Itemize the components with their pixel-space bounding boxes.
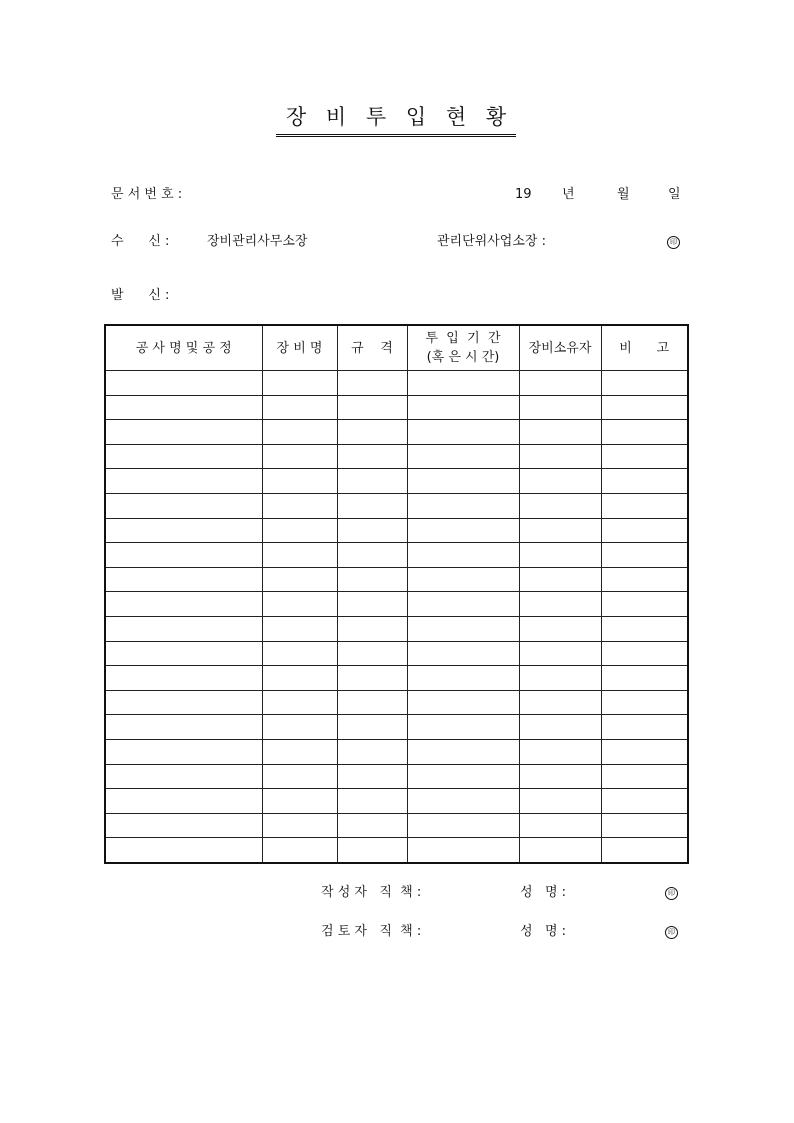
table-cell[interactable] [407,616,519,641]
table-cell[interactable] [262,838,337,863]
table-cell[interactable] [519,813,601,838]
table-cell[interactable] [407,518,519,543]
title-char: 비 [316,104,356,137]
date-month-unit: 월 [617,187,630,202]
table-cell[interactable] [407,813,519,838]
table-cell[interactable] [262,371,337,396]
table-cell[interactable] [337,493,407,518]
table-cell[interactable] [105,641,262,666]
table-cell[interactable] [262,666,337,691]
table-row [105,420,688,445]
table-row [105,739,688,764]
table-cell[interactable] [262,444,337,469]
table-cell[interactable] [337,395,407,420]
table-cell[interactable] [519,395,601,420]
table-cell[interactable] [601,838,688,863]
table-cell[interactable] [601,715,688,740]
table-cell[interactable] [601,469,688,494]
table-cell[interactable] [105,567,262,592]
table-cell[interactable] [519,518,601,543]
table-cell[interactable] [262,739,337,764]
table-cell[interactable] [519,641,601,666]
table-cell[interactable] [601,592,688,617]
doc-number-label: 문 서 번 호 : [111,187,183,202]
table-cell[interactable] [601,641,688,666]
table-cell[interactable] [407,420,519,445]
unit-manager-label: 관리단위사업소장 : [437,234,546,249]
table-cell[interactable] [407,715,519,740]
table-cell[interactable] [337,690,407,715]
table-row [105,838,688,863]
table-cell[interactable] [407,543,519,568]
table-cell[interactable] [519,616,601,641]
table-cell[interactable] [519,420,601,445]
table-cell[interactable] [407,371,519,396]
table-cell[interactable] [519,764,601,789]
table-cell[interactable] [337,444,407,469]
table-cell[interactable] [601,666,688,691]
table-row [105,444,688,469]
writer-seal-icon: 印 [665,887,678,900]
table-cell[interactable] [337,666,407,691]
title-char: 황 [476,104,516,137]
writer-label: 작 성 자 직 책 : [321,885,422,900]
table-cell[interactable] [337,739,407,764]
date-year: 19 [515,187,532,202]
table-cell[interactable] [262,493,337,518]
table-cell[interactable] [105,666,262,691]
table-cell[interactable] [601,543,688,568]
table-cell[interactable] [262,690,337,715]
table-cell[interactable] [601,567,688,592]
table-cell[interactable] [105,838,262,863]
table-cell[interactable] [337,641,407,666]
table-cell[interactable] [601,395,688,420]
table-cell[interactable] [407,739,519,764]
table-row [105,813,688,838]
table-cell[interactable] [337,616,407,641]
table-cell[interactable] [407,469,519,494]
table-row [105,493,688,518]
table-row [105,543,688,568]
table-cell[interactable] [337,567,407,592]
table-row [105,666,688,691]
table-row [105,371,688,396]
table-cell[interactable] [105,789,262,814]
table-cell[interactable] [337,592,407,617]
title-char: 투 [356,104,396,137]
table-cell[interactable] [105,543,262,568]
table-cell[interactable] [105,395,262,420]
date-year-unit: 년 [562,187,575,202]
table-cell[interactable] [519,371,601,396]
table-cell[interactable] [105,690,262,715]
table-cell[interactable] [519,592,601,617]
title-char: 현 [436,104,476,137]
table-row [105,764,688,789]
table-cell[interactable] [262,420,337,445]
table-cell[interactable] [262,469,337,494]
table-cell[interactable] [337,420,407,445]
table-cell[interactable] [601,764,688,789]
table-cell[interactable] [601,493,688,518]
column-header: 투 입 기 간 (혹 은 시 간) [407,325,519,371]
table-cell[interactable] [519,715,601,740]
table-cell[interactable] [105,813,262,838]
column-header: 비 고 [601,325,688,371]
table-cell[interactable] [601,444,688,469]
table-cell[interactable] [407,838,519,863]
table-cell[interactable] [262,789,337,814]
table-cell[interactable] [601,690,688,715]
table-cell[interactable] [407,666,519,691]
table-cell[interactable] [262,395,337,420]
table-cell[interactable] [337,469,407,494]
table-cell[interactable] [105,420,262,445]
column-header: 장비소유자 [519,325,601,371]
column-header: 규 격 [337,325,407,371]
table-cell[interactable] [337,813,407,838]
table-cell[interactable] [519,543,601,568]
table-cell[interactable] [262,592,337,617]
table-cell[interactable] [407,789,519,814]
reviewer-label: 검 토 자 직 책 : [321,924,422,939]
table-cell[interactable] [519,838,601,863]
table-cell[interactable] [407,395,519,420]
table-header-row [105,325,688,371]
date-day-unit: 일 [668,187,681,202]
title-char: 장 [276,104,316,137]
table-cell[interactable] [601,789,688,814]
table-body [105,371,688,863]
table-cell[interactable] [601,420,688,445]
table-row [105,518,688,543]
table-cell[interactable] [519,469,601,494]
table-row [105,469,688,494]
table-cell[interactable] [105,371,262,396]
table-cell[interactable] [601,739,688,764]
table-cell[interactable] [519,444,601,469]
table-cell[interactable] [105,469,262,494]
table-cell[interactable] [105,493,262,518]
table-row [105,395,688,420]
table-cell[interactable] [519,493,601,518]
writer-name-label: 성 명 : [520,885,567,900]
table-row [105,789,688,814]
table-cell[interactable] [105,739,262,764]
table-cell[interactable] [105,444,262,469]
table-cell[interactable] [519,666,601,691]
table-cell[interactable] [601,518,688,543]
table-cell[interactable] [519,690,601,715]
table-cell[interactable] [407,690,519,715]
table-row [105,592,688,617]
table-cell[interactable] [337,543,407,568]
reviewer-name-label: 성 명 : [520,924,567,939]
table-cell[interactable] [519,567,601,592]
sender-label: 발 신 : [111,288,170,303]
table-cell[interactable] [262,616,337,641]
table-row [105,715,688,740]
recipient-value: 장비관리사무소장 [207,234,308,249]
table-cell[interactable] [601,371,688,396]
table-cell[interactable] [407,764,519,789]
table-cell[interactable] [601,813,688,838]
equipment-table [104,324,689,864]
table-cell[interactable] [262,567,337,592]
title-char: 입 [396,104,436,137]
seal-icon: 印 [667,236,680,249]
table-cell[interactable] [337,518,407,543]
table-row [105,616,688,641]
table-cell[interactable] [407,444,519,469]
table-cell[interactable] [519,789,601,814]
recipient-label: 수 신 : [111,234,170,249]
table-cell[interactable] [407,592,519,617]
table-cell[interactable] [262,543,337,568]
table-cell[interactable] [262,813,337,838]
column-header: 장 비 명 [262,325,337,371]
table-cell[interactable] [262,641,337,666]
table-cell[interactable] [262,518,337,543]
table-row [105,690,688,715]
table-cell[interactable] [407,641,519,666]
table-cell[interactable] [337,764,407,789]
table-cell[interactable] [337,371,407,396]
table-cell[interactable] [337,789,407,814]
table-cell[interactable] [337,715,407,740]
table-cell[interactable] [407,567,519,592]
table-row [105,641,688,666]
table-cell[interactable] [105,715,262,740]
table-row [105,567,688,592]
table-cell[interactable] [105,592,262,617]
table-cell[interactable] [262,715,337,740]
table-cell[interactable] [407,493,519,518]
table-cell[interactable] [105,764,262,789]
table-cell[interactable] [262,764,337,789]
table-cell[interactable] [519,739,601,764]
table-cell[interactable] [105,616,262,641]
table-cell[interactable] [337,838,407,863]
reviewer-seal-icon: 印 [665,926,678,939]
column-header: 공 사 명 및 공 정 [105,325,262,371]
table-cell[interactable] [105,518,262,543]
table-cell[interactable] [601,616,688,641]
